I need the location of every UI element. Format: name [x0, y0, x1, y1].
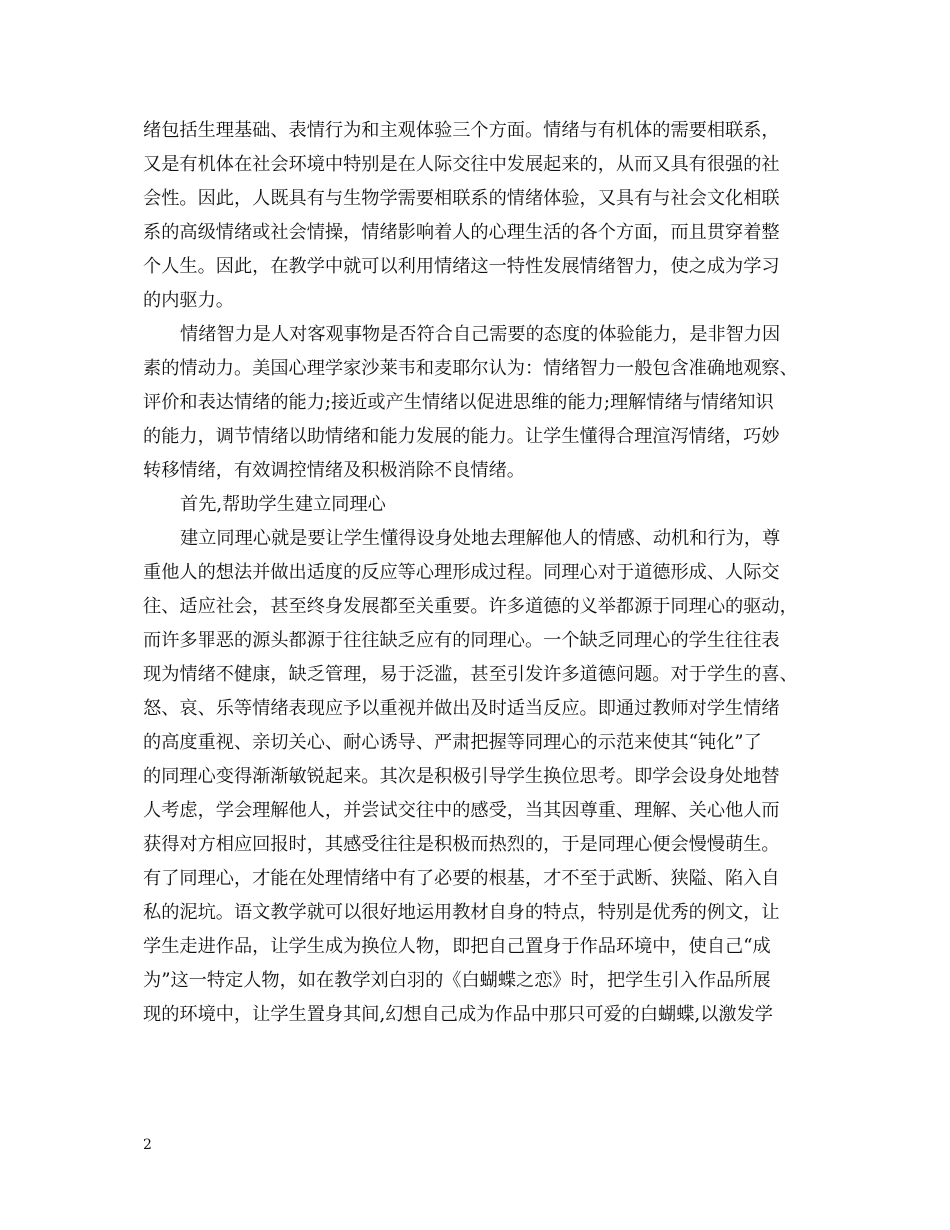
text-line: 会性。因此，人既具有与生物学需要相联系的情绪体验，又具有与社会文化相联 [143, 188, 780, 209]
text-line: 素的情动力。美国心理学家沙莱韦和麦耶尔认为：情绪智力一般包含准确地观察、 [143, 358, 798, 379]
text-line: 重他人的想法并做出适度的反应等心理形成过程。同理心对于道德形成、人际交 [143, 562, 780, 583]
text-line: 的高度重视、亲切关心、耐心诱导、严肃把握等同理心的示范来使其“钝化”了 [143, 732, 762, 753]
text-line: 的同理心变得渐渐敏锐起来。其次是积极引导学生换位思考。即学会设身处地替 [143, 766, 780, 787]
page-number: 2 [143, 1137, 152, 1153]
text-line: 个人生。因此，在教学中就可以利用情绪这一特性发展情绪智力，使之成为学习 [143, 256, 780, 277]
text-line: 有了同理心，才能在处理情绪中有了必要的根基，才不至于武断、狭隘、陷入自 [143, 868, 780, 889]
text-line: 获得对方相应回报时，其感受往往是积极而热烈的，于是同理心便会慢慢萌生。 [143, 834, 780, 855]
text-line: 学生走进作品，让学生成为换位人物，即把自己置身于作品环境中，使自己“成 [143, 936, 771, 957]
text-line: 转移情绪，有效调控情绪及积极消除不良情绪。 [143, 460, 525, 481]
text-line: 人考虑，学会理解他人，并尝试交往中的感受，当其因尊重、理解、关心他人而 [143, 800, 780, 821]
text-line: 建立同理心就是要让学生懂得设身处地去理解他人的情感、动机和行为，尊 [180, 528, 781, 549]
text-line: 私的泥坑。语文教学就可以很好地运用教材自身的特点，特别是优秀的例文，让 [143, 902, 780, 923]
text-line: 而许多罪恶的源头都源于往往缺乏应有的同理心。一个缺乏同理心的学生往往表 [143, 630, 780, 651]
text-line: 评价和表达情绪的能力;接近或产生情绪以促进思维的能力;理解情绪与情绪知识 [143, 392, 774, 413]
text-line: 系的高级情绪或社会情操，情绪影响着人的心理生活的各个方面，而且贯穿着整 [143, 222, 780, 243]
text-line: 怒、哀、乐等情绪表现应予以重视并做出及时适当反应。即通过教师对学生情绪 [143, 698, 780, 719]
text-line: 为”这一特定人物，如在教学刘白羽的《白蝴蝶之恋》时，把学生引入作品所展 [143, 970, 771, 991]
text-line: 现的环境中，让学生置身其间,幻想自己成为作品中那只可爱的白蝴蝶,以激发学 [143, 1004, 773, 1025]
text-line: 绪包括生理基础、表情行为和主观体验三个方面。情绪与有机体的需要相联系， [143, 120, 780, 141]
text-line: 的内驱力。 [143, 290, 234, 311]
text-line: 往、适应社会，甚至终身发展都至关重要。许多道德的义举都源于同理心的驱动， [143, 596, 798, 617]
text-line: 首先,帮助学生建立同理心 [180, 494, 386, 515]
text-line: 现为情绪不健康，缺乏管理，易于泛滥，甚至引发许多道德问题。对于学生的喜、 [143, 664, 798, 685]
text-line: 又是有机体在社会环境中特别是在人际交往中发展起来的，从而又具有很强的社 [143, 154, 780, 175]
text-line: 的能力，调节情绪以助情绪和能力发展的能力。让学生懂得合理渲泻情绪，巧妙 [143, 426, 780, 447]
text-line: 情绪智力是人对客观事物是否符合自己需要的态度的体验能力，是非智力因 [180, 324, 781, 345]
body-text [143, 114, 813, 1032]
